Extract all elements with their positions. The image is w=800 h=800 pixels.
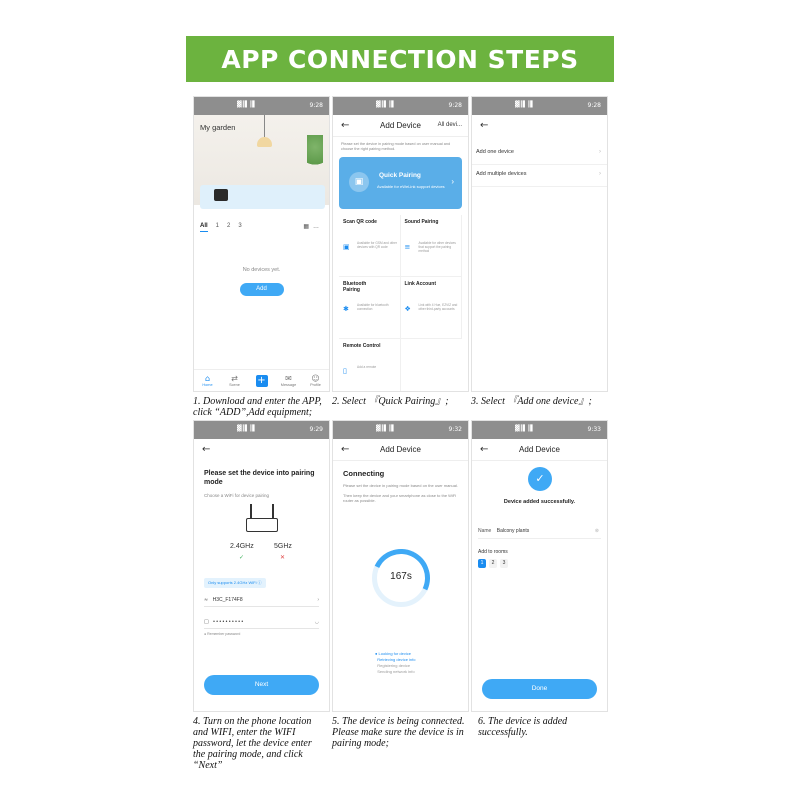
- home-title[interactable]: My garden: [200, 123, 236, 132]
- app-bar: [194, 439, 329, 461]
- add-one-device-item[interactable]: [472, 143, 607, 165]
- add-button[interactable]: Add: [240, 283, 284, 296]
- plant-icon: [307, 135, 323, 175]
- step-label: Registering device: [377, 663, 411, 668]
- tab-2[interactable]: 2: [227, 223, 231, 229]
- eye-icon[interactable]: ◡: [314, 619, 319, 625]
- screen-connecting: [332, 420, 469, 712]
- banner-title: APP CONNECTION STEPS: [221, 44, 579, 74]
- step-label: Retrieving device info: [377, 657, 416, 662]
- sound-icon: ≡: [404, 243, 411, 251]
- caption-step-3: 3. Select 『Add one device』;: [471, 396, 592, 407]
- wifi-select[interactable]: [204, 593, 319, 607]
- nav-scene-label: Scene: [229, 383, 240, 387]
- screen-add-device: [332, 96, 469, 392]
- remote-icon: ▯: [343, 367, 347, 375]
- step-sending: [375, 669, 415, 675]
- success-message: Device added successfully.: [503, 499, 576, 505]
- nav-profile-label: Profile: [310, 383, 321, 387]
- tab-all[interactable]: All: [200, 223, 208, 232]
- pairing-methods: [339, 215, 462, 392]
- grid-more-icon[interactable]: ▦…: [303, 224, 323, 230]
- nav-message[interactable]: [278, 374, 300, 387]
- caption-step-5: 5. The device is being connected. Please make sure the device is in pairing mode;: [332, 716, 465, 749]
- rooms-label: Add to rooms: [478, 549, 508, 555]
- connecting-hint-1: Please set the device in pairing mode based on the user manual.: [343, 483, 458, 488]
- item-label: Add multiple devices: [476, 171, 527, 177]
- name-value: Balcony plants: [496, 528, 530, 534]
- home-hero: [194, 115, 329, 205]
- app-bar: [333, 439, 468, 461]
- status-time: 9:29: [309, 426, 323, 433]
- screen-pairing-mode: [193, 420, 330, 712]
- router-illustration: [194, 498, 329, 568]
- remember-password[interactable]: ● Remember password: [204, 632, 241, 636]
- status-bar: [333, 421, 468, 439]
- router-icon: [246, 518, 278, 532]
- card-desc: Link with 4 Hue, EZVIZ and other third-party accounts: [418, 303, 458, 311]
- tab-3[interactable]: 3: [238, 223, 242, 229]
- quick-pairing-title: Quick Pairing: [379, 172, 421, 179]
- title-banner: [186, 36, 614, 82]
- pairing-hint: Please set the device in pairing mode based on user manual and choose the right pairing method.: [341, 142, 451, 151]
- caption-step-6: 6. The device is added successfully.: [478, 716, 568, 738]
- success-check-icon: ✓: [528, 467, 552, 491]
- back-arrow-icon[interactable]: ←: [202, 444, 211, 455]
- item-label: Add one device: [476, 149, 514, 155]
- plus-icon: +: [257, 374, 266, 386]
- qr-icon: ▣: [343, 243, 350, 251]
- bottom-nav: [194, 369, 329, 391]
- add-multiple-devices-item[interactable]: [472, 165, 607, 187]
- quick-pairing-desc: Available for eWeLink support devices: [377, 184, 445, 189]
- nav-profile[interactable]: [305, 374, 327, 387]
- status-time: 9:28: [309, 102, 323, 109]
- name-label: Name: [478, 528, 492, 534]
- card-title: Sound Pairing: [404, 219, 439, 225]
- back-arrow-icon[interactable]: ←: [341, 444, 350, 455]
- chevron-right-icon: ›: [599, 149, 601, 155]
- room-tabs: [194, 215, 329, 237]
- status-time: 9:28: [448, 102, 462, 109]
- band-24ghz: 2.4GHz: [230, 543, 254, 550]
- card-title: Remote Control: [343, 343, 381, 349]
- caption-step-2: 2. Select 『Quick Pairing』;: [332, 396, 449, 407]
- signal-icon: ▓┃▌┃▌: [376, 425, 396, 432]
- link-icon: ❖: [404, 305, 411, 313]
- screen-add-menu: [471, 96, 608, 392]
- pairing-subtitle: Choose a WiFi for device pairing: [204, 493, 270, 498]
- cross-icon: ✕: [280, 554, 286, 561]
- card-desc: Available for GSM and other devices with QR code: [357, 241, 397, 249]
- status-bar: [333, 97, 468, 115]
- card-desc: Add a remote: [357, 365, 377, 369]
- step-label: Sending network info: [377, 669, 415, 674]
- page-title: Add Device: [380, 121, 421, 130]
- signal-icon: ▓┃▌┃▌: [237, 425, 257, 432]
- wifi-icon: ≈: [204, 597, 209, 603]
- card-desc: Available for bluetooth connection: [357, 303, 389, 311]
- status-time: 9:28: [587, 102, 601, 109]
- caption-step-1: 1. Download and enter the APP, click “ADD”,Add equipment;: [193, 396, 322, 418]
- nav-home-label: Home: [202, 383, 213, 387]
- lamp-icon: [257, 137, 272, 147]
- status-time: 9:32: [448, 426, 462, 433]
- signal-icon: ▓┃▌┃▌: [376, 101, 396, 108]
- next-button[interactable]: Next: [204, 675, 319, 695]
- room-pill[interactable]: 2: [489, 559, 497, 568]
- caption-step-4: 4. Turn on the phone location and WIFI, enter the WIFI password, let the device enter the pairing mode, and click “Next”: [193, 716, 312, 771]
- step-label: Looking for device: [378, 651, 411, 656]
- bluetooth-icon: ✱: [343, 305, 349, 313]
- chevron-right-icon: ›: [599, 171, 601, 177]
- message-icon: ✉: [285, 374, 292, 383]
- status-bar: [194, 421, 329, 439]
- card-title: Link Account: [404, 281, 436, 287]
- signal-icon: ▓┃▌┃▌: [515, 101, 535, 108]
- app-bar: [472, 439, 607, 461]
- quick-pairing-icon: ▣: [349, 172, 369, 192]
- check-icon: ✓: [239, 554, 245, 561]
- app-bar: [472, 115, 607, 143]
- status-time: 9:33: [587, 426, 601, 433]
- card-desc: Available for other devices that support the pairing method: [418, 241, 456, 253]
- nav-add[interactable]: [251, 375, 273, 387]
- antenna: [250, 504, 252, 518]
- nav-home[interactable]: [197, 374, 219, 387]
- nav-scene[interactable]: [224, 374, 246, 387]
- wifi-note-badge: Only supports 2.4GHz WiFi ⓘ: [204, 578, 266, 588]
- back-arrow-icon[interactable]: ←: [480, 120, 489, 131]
- status-bar: [472, 97, 607, 115]
- remote-control-card[interactable]: [339, 339, 401, 392]
- quick-pairing-card[interactable]: [339, 157, 462, 209]
- device-name-field[interactable]: [478, 525, 601, 539]
- password-field[interactable]: [204, 615, 319, 629]
- card-title: Scan QR code: [343, 219, 377, 225]
- scan-qr-card[interactable]: [339, 215, 401, 277]
- room-pill[interactable]: 3: [500, 559, 508, 568]
- chevron-right-icon: ›: [451, 177, 454, 186]
- room-selector: [478, 559, 508, 568]
- tab-1[interactable]: 1: [215, 223, 220, 229]
- promo-banner[interactable]: [200, 185, 325, 209]
- room-pill[interactable]: 1: [478, 559, 486, 568]
- pairing-title: Please set the device into pairing mode: [204, 470, 315, 486]
- signal-icon: ▓┃▌┃▌: [515, 425, 535, 432]
- connection-steps: [375, 651, 415, 675]
- countdown: 167s: [390, 571, 412, 582]
- sound-pairing-card[interactable]: [401, 215, 463, 277]
- all-devices-link[interactable]: All devi...: [437, 122, 462, 128]
- step-looking: ● Looking for device: [375, 651, 411, 656]
- status-bar: [194, 97, 329, 115]
- chevron-right-icon: ›: [317, 597, 319, 603]
- band-5ghz: 5GHz: [274, 543, 292, 550]
- wifi-name: H3C_F174F8: [212, 597, 243, 603]
- clear-icon[interactable]: ⊗: [594, 528, 599, 534]
- connecting-hint-2: Then keep the device and your smartphone as close to the WiFi router as possible.: [343, 493, 457, 503]
- card-title: Bluetooth Pairing: [343, 281, 367, 293]
- empty-state-text: No devices yet.: [242, 267, 281, 273]
- back-arrow-icon[interactable]: ←: [480, 444, 489, 455]
- bluetooth-pairing-card[interactable]: [339, 277, 401, 339]
- profile-icon: ☺: [311, 374, 320, 383]
- password-value: • • • • • • • • • •: [213, 619, 244, 625]
- page-title: Add Device: [380, 445, 421, 454]
- lamp-cord: [264, 115, 265, 137]
- connecting-title: Connecting: [343, 469, 385, 478]
- lock-icon: □: [204, 619, 209, 625]
- link-account-card[interactable]: [401, 277, 463, 339]
- page-title: Add Device: [519, 445, 560, 454]
- remember-label: Remember password: [207, 632, 241, 636]
- done-button[interactable]: Done: [482, 679, 597, 699]
- scene-icon: ⇄: [231, 374, 238, 383]
- nav-message-label: Message: [280, 383, 297, 387]
- screen-home: [193, 96, 330, 392]
- camera-icon: [214, 189, 228, 201]
- home-icon: ⌂: [204, 374, 211, 383]
- signal-icon: ▓┃▌┃▌: [237, 101, 257, 108]
- status-bar: [472, 421, 607, 439]
- app-bar: [333, 115, 468, 137]
- back-arrow-icon[interactable]: ←: [341, 120, 350, 131]
- screen-added: [471, 420, 608, 712]
- antenna: [272, 504, 274, 518]
